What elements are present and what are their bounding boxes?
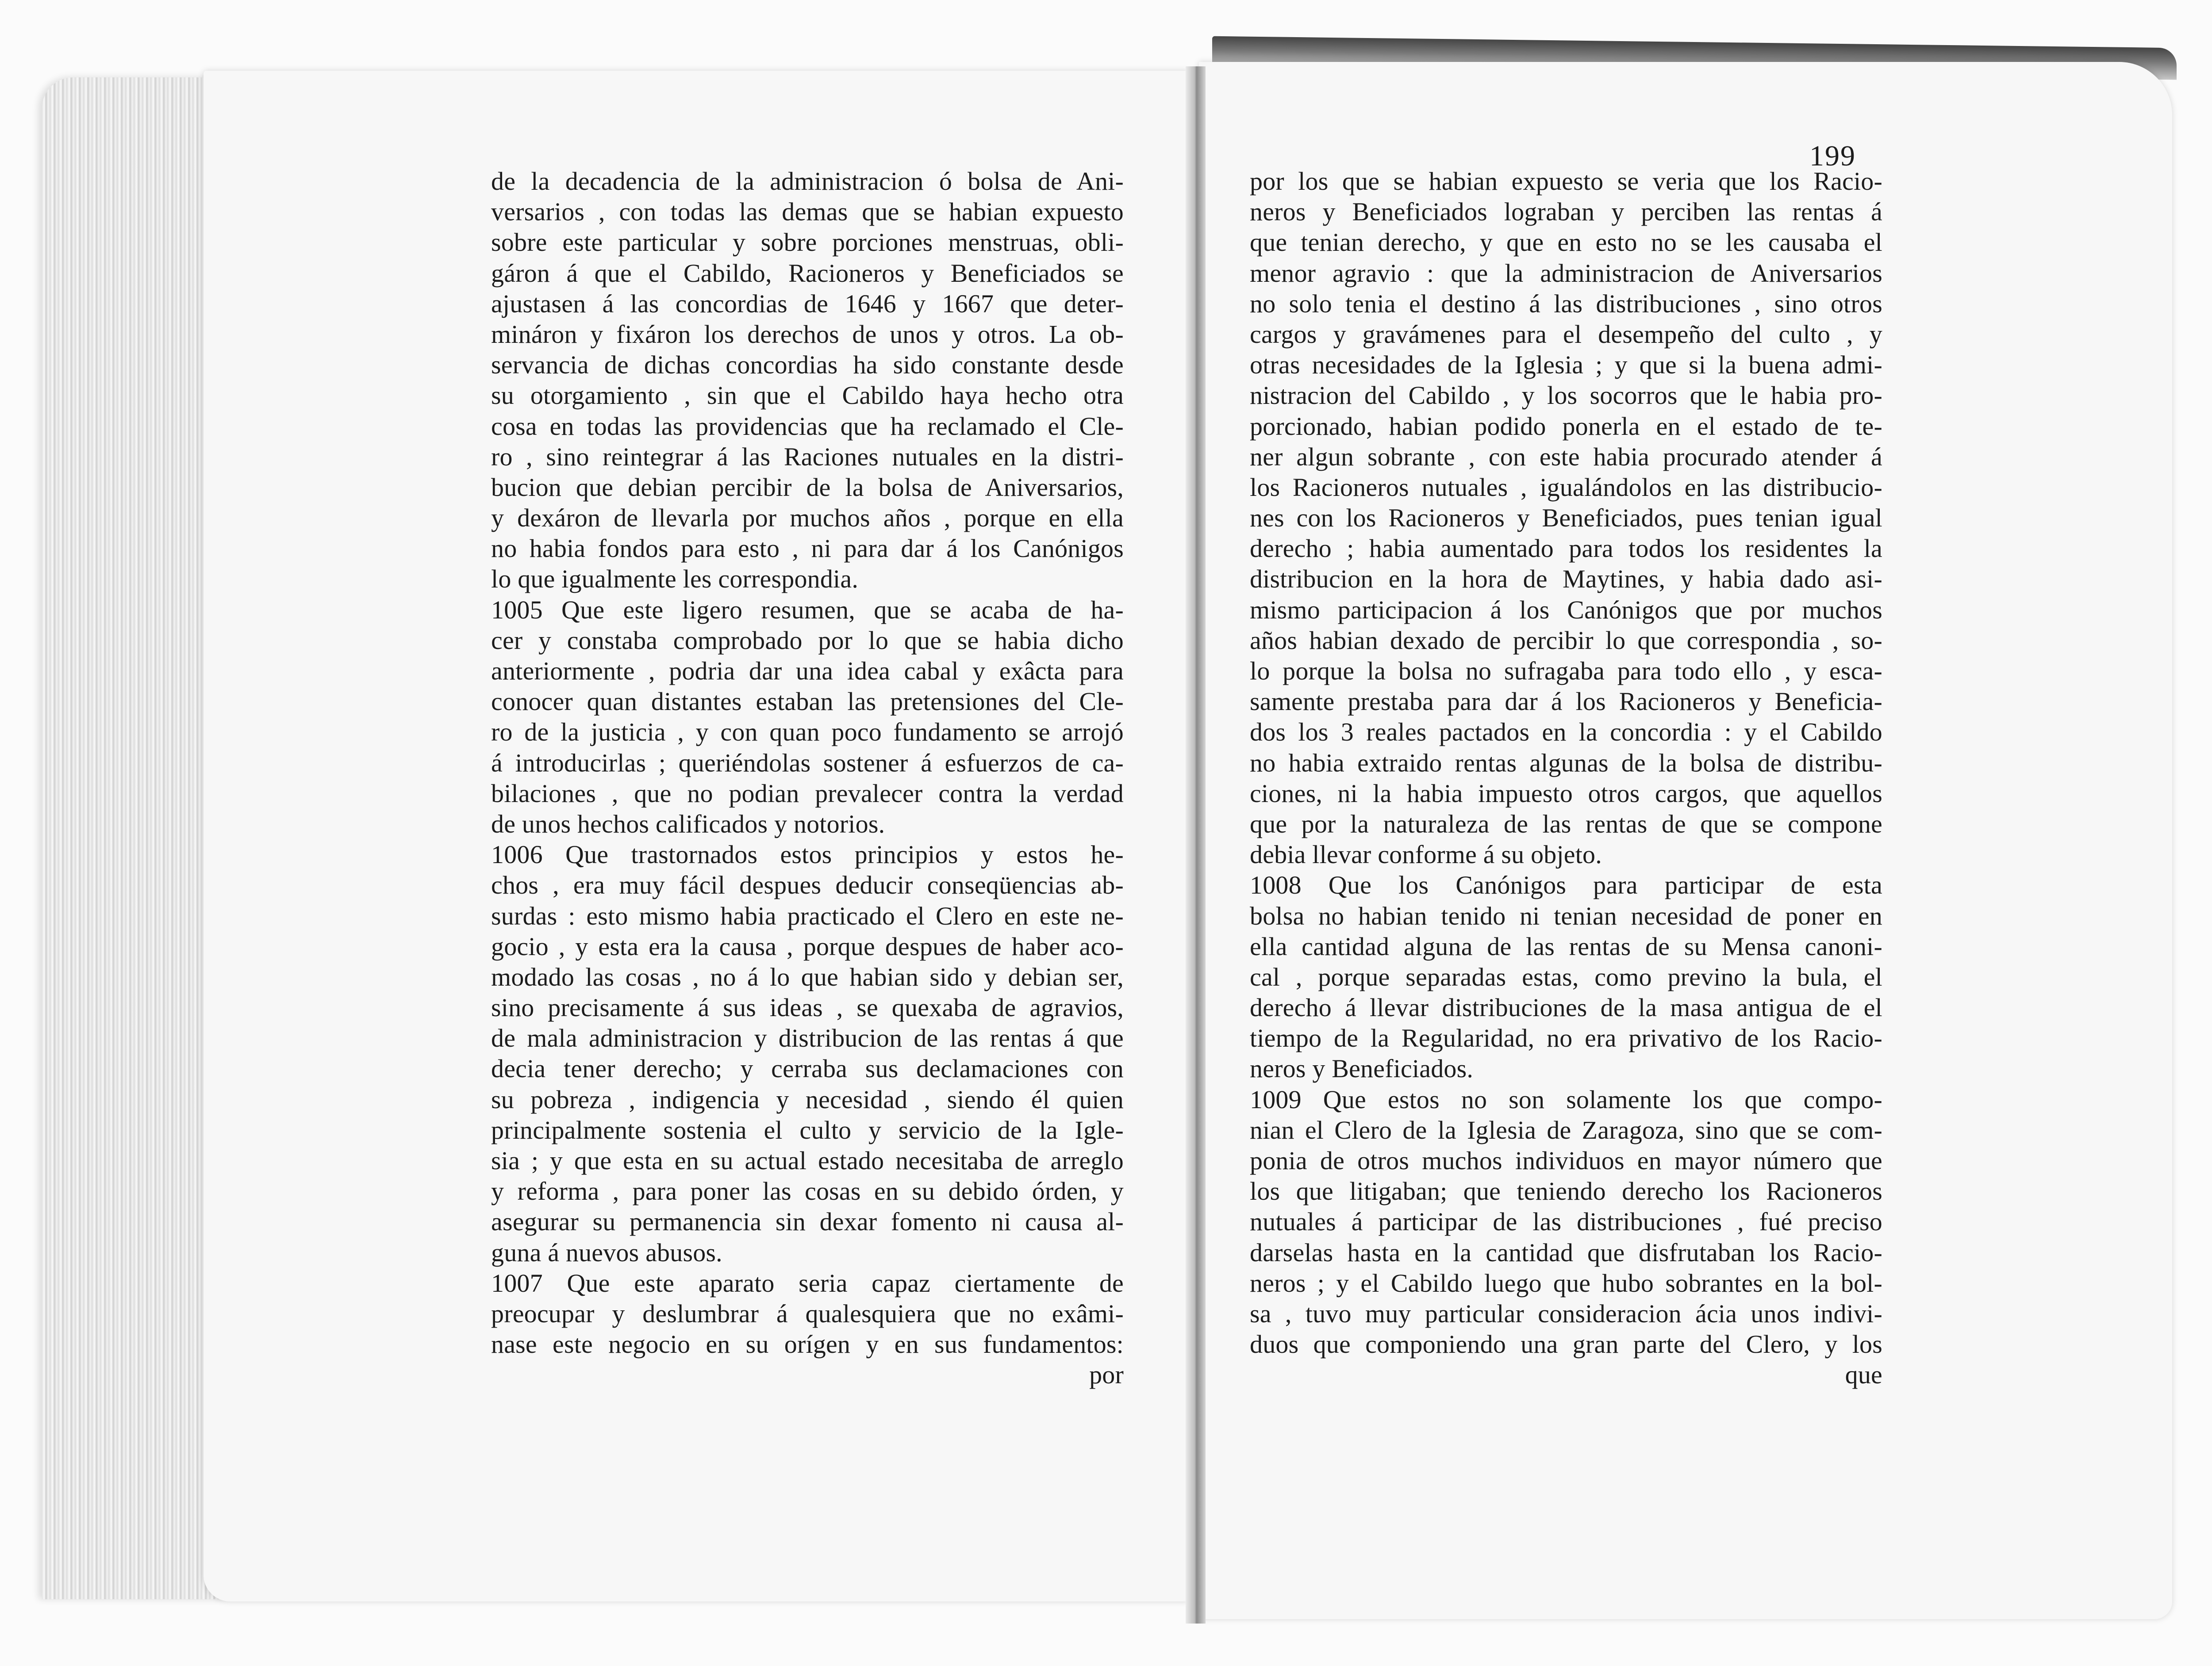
text-line: asegurar su permanencia sin dexar fomento ni causa al- — [491, 1207, 1124, 1236]
text-line: cer y constaba comprobado por lo que se habia dicho — [491, 626, 1124, 655]
text-line: debia llevar conforme á su objeto. — [1250, 840, 1602, 869]
text-line: cosa en todas las providencias que ha reclamado el Cle- — [491, 411, 1124, 441]
text-line: neros y Beneficiados lograban y perciben las rentas á — [1250, 197, 1882, 226]
page-number: 199 — [1809, 140, 1856, 172]
text-line: y reforma , para poner las cosas en su debido órden, y — [491, 1177, 1124, 1206]
text-line: ajustasen á las concordias de 1646 y 1667 que deter- — [491, 289, 1124, 318]
text-line: 1005 Que este ligero resumen, que se acaba de ha- — [491, 595, 1124, 624]
text-line: bucion que debian percibir de la bolsa de Aniversarios, — [491, 472, 1124, 502]
text-line: preocupar y deslumbrar á qualesquiera que no exâmi- — [491, 1299, 1124, 1328]
text-line: 1008 Que los Canónigos para participar de esta — [1250, 871, 1882, 900]
text-line: cargos y gravámenes para el desempeño del culto , y — [1250, 319, 1882, 349]
right-page-text — [1250, 166, 1882, 1390]
text-line: samente prestaba para dar á los Racioneros y Beneficia- — [1250, 687, 1882, 716]
text-line: principalmente sostenia el culto y servicio de la Igle- — [491, 1115, 1124, 1144]
text-line: tiempo de la Regularidad, no era privativo de los Racio- — [1250, 1024, 1882, 1053]
text-line: chos , era muy fácil despues deducir conseqüencias ab- — [491, 871, 1124, 900]
text-line: anteriormente , podria dar una idea cabal y exâcta para — [491, 656, 1124, 685]
text-line: nian el Clero de la Iglesia de Zaragoza, sino que se com- — [1250, 1115, 1882, 1144]
text-line: nistracion del Cabildo , y los socorros que le habia pro- — [1250, 381, 1882, 410]
text-line: nutuales á participar de las distribuciones , fué preciso — [1250, 1207, 1882, 1236]
text-line: los que litigaban; que teniendo derecho los Racioneros — [1250, 1177, 1882, 1206]
text-line: duos que componiendo una gran parte del Clero, y los — [1250, 1330, 1882, 1359]
text-line: gáron á que el Cabildo, Racioneros y Beneficiados se — [491, 258, 1124, 288]
text-line: lo porque la bolsa no sufragaba para todo ello , y esca- — [1250, 656, 1882, 685]
text-line: nase este negocio en su orígen y en sus fundamentos: — [491, 1330, 1124, 1359]
text-line: sia ; y que esta en su actual estado necesitaba de arreglo — [491, 1146, 1124, 1175]
text-line: mináron y fixáron los derechos de unos y otros. La ob- — [491, 319, 1124, 349]
text-line: no habia extraido rentas algunas de la bolsa de distribu- — [1250, 748, 1882, 777]
text-line: 1006 Que trastornados estos principios y estos he- — [491, 840, 1124, 869]
text-line: su pobreza , indigencia y necesidad , siendo él quien — [491, 1085, 1124, 1114]
text-line: sa , tuvo muy particular consideracion ácia unos indivi- — [1250, 1299, 1882, 1328]
text-line: gocio , y esta era la causa , porque despues de haber aco- — [491, 932, 1124, 961]
text-line: años habian dexado de percibir lo que correspondia , so- — [1250, 626, 1882, 655]
text-line: que tenian derecho, y que en esto no se les causaba el — [1250, 228, 1882, 257]
text-line: 1007 Que este aparato seria capaz ciertamente de — [491, 1268, 1124, 1297]
text-line: neros y Beneficiados. — [1250, 1054, 1474, 1083]
text-line: versarios , con todas las demas que se habian expuesto — [491, 197, 1124, 226]
text-line: y dexáron de llevarla por muchos años , porque en ella — [491, 503, 1124, 533]
text-line: ro de la justicia , y con quan poco fundamento se arrojó — [491, 718, 1124, 747]
text-line: darselas hasta en la cantidad que disfrutaban los Racio- — [1250, 1238, 1882, 1267]
text-line: no habia fondos para esto , ni para dar á los Canónigos — [491, 534, 1124, 563]
text-line: de la decadencia de la administracion ó bolsa de Ani- — [491, 167, 1124, 196]
text-line: servancia de dichas concordias ha sido constante desde — [491, 350, 1124, 380]
text-line: los Racioneros nutuales , igualándolos en las distribucio- — [1250, 472, 1882, 502]
catchword: que — [1845, 1360, 1882, 1390]
text-line: lo que igualmente les correspondia. — [491, 564, 859, 594]
text-line: ciones, ni la habia impuesto otros cargos, que aquellos — [1250, 779, 1882, 808]
text-line: modado las cosas , no á lo que habian sido y debian ser, — [491, 962, 1124, 991]
text-line: nes con los Racioneros y Beneficiados, pues tenian igual — [1250, 503, 1882, 533]
text-line: dos los 3 reales pactados en la concordia : y el Cabildo — [1250, 718, 1882, 747]
text-line: de unos hechos calificados y notorios. — [491, 809, 885, 838]
text-line: distribucion en la hora de Maytines, y habia dado asi- — [1250, 564, 1882, 594]
text-line: á introducirlas ; queriéndolas sostener á esfuerzos de ca- — [491, 748, 1124, 777]
text-line: otras necesidades de la Iglesia ; y que si la buena admi- — [1250, 350, 1882, 380]
text-line: 1009 Que estos no son solamente los que compo- — [1250, 1085, 1882, 1114]
text-line: bilaciones , que no podian prevalecer contra la verdad — [491, 779, 1124, 808]
text-line: bolsa no habian tenido ni tenian necesidad de poner en — [1250, 901, 1882, 930]
text-line: ella cantidad alguna de las rentas de su Mensa canoni- — [1250, 932, 1882, 961]
text-line: que por la naturaleza de las rentas de que se compone — [1250, 809, 1882, 838]
text-line: cal , porque separadas estas, como previno la bula, el — [1250, 962, 1882, 991]
text-line: porcionado, habian podido ponerla en el estado de te- — [1250, 411, 1882, 441]
text-line: menor agravio : que la administracion de Aniversarios — [1250, 258, 1882, 288]
gutter — [1186, 66, 1206, 1624]
text-line: derecho á llevar distribuciones de la masa antigua de el — [1250, 993, 1882, 1022]
text-line: ner algun sobrante , con este habia procurado atender á — [1250, 442, 1882, 471]
text-line: neros ; y el Cabildo luego que hubo sobrantes en la bol- — [1250, 1268, 1882, 1297]
text-line: ro , sino reintegrar á las Raciones nutuales en la distri- — [491, 442, 1124, 471]
text-line: su otorgamiento , sin que el Cabildo haya hecho otra — [491, 381, 1124, 410]
text-line: decia tener derecho; y cerraba sus declamaciones con — [491, 1054, 1124, 1083]
text-line: sobre este particular y sobre porciones menstruas, obli- — [491, 228, 1124, 257]
text-line: guna á nuevos abusos. — [491, 1238, 722, 1267]
text-line: de mala administracion y distribucion de las rentas á que — [491, 1024, 1124, 1053]
text-line: no solo tenia el destino á las distribuciones , sino otros — [1250, 289, 1882, 318]
catchword: por — [1089, 1360, 1124, 1390]
left-page-text — [491, 166, 1124, 1390]
text-line: mismo participacion á los Canónigos que por muchos — [1250, 595, 1882, 624]
text-line: surdas : esto mismo habia practicado el Clero en este ne- — [491, 901, 1124, 930]
text-line: sino precisamente á sus ideas , se quexaba de agravios, — [491, 993, 1124, 1022]
text-line: conocer quan distantes estaban las pretensiones del Cle- — [491, 687, 1124, 716]
text-line: derecho ; habia aumentado para todos los residentes la — [1250, 534, 1882, 563]
text-line: ponia de otros muchos individuos en mayor número que — [1250, 1146, 1882, 1175]
page-edges — [42, 77, 228, 1599]
text-line: por los que se habian expuesto se veria que los Racio- — [1250, 167, 1882, 196]
